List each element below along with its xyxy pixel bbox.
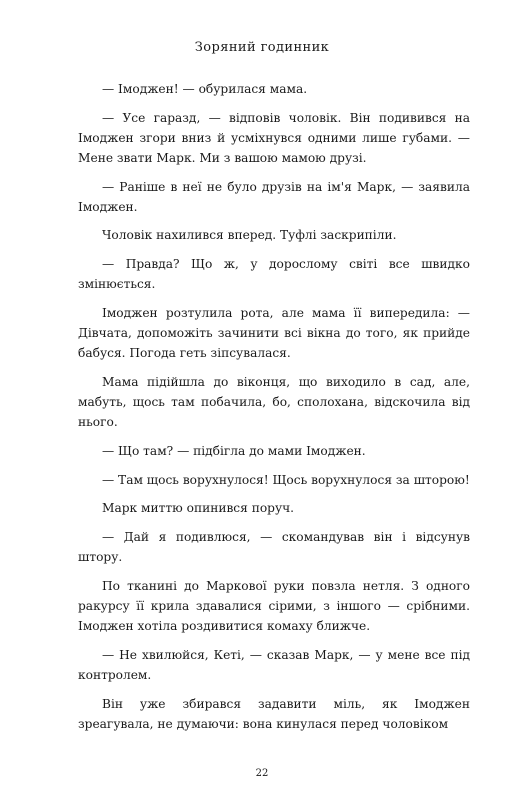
page-number: 22 — [255, 768, 269, 779]
paragraph: — Імоджен! — обурилася мама. — [102, 82, 308, 96]
paragraph: — Усе гаразд, — відповів чоловік. Він подивився на Імоджен згори вниз й усміхнувся одними лише губами. — Мене звати Марк. Ми з вашою мамою друзі. — [78, 110, 470, 165]
paragraph: Мама підійшла до віконця, що виходило в сад, але, мабуть, щось там побачила, бо, сполохана, відскочила від нього. — [78, 374, 470, 429]
paragraph: — Не хвилюйся, Кеті, — сказав Марк, — у мене все під контролем. — [78, 647, 470, 682]
running-head: Зоряний годинник — [194, 40, 330, 55]
paragraph: Чоловік нахилився вперед. Туфлі заскрипіли. — [102, 228, 397, 243]
paragraph: — Раніше в неї не було друзів на ім'я Марк, — заявила Імоджен. — [78, 179, 470, 214]
paragraph: Марк миттю опинився поруч. — [102, 501, 295, 516]
paragraph: По тканині до Маркової руки повзла нетля. З одного ракурсу її крила здавалися сірими, з іншого — срібними. Імоджен хотіла роздивитися комаху ближче. — [78, 579, 470, 633]
body-text — [78, 80, 470, 734]
paragraph: Імоджен розтулила рота, але мама її випередила: — Дівчата, допоможіть зачинити всі вікна до того, як прийде бабуся. Погода геть зіпсувалася. — [78, 306, 470, 360]
paragraph: — Дай я подивлюся, — скомандував він і відсунув штору. — [78, 530, 470, 565]
paragraph: — Що там? — підбігла до мами Імоджен. — [102, 443, 366, 458]
paragraph: Він уже збирався задавити міль, як Імоджен зреагувала, не думаючи: вона кинулася перед чоловіком — [78, 696, 470, 731]
paragraph: — Правда? Що ж, у дорослому світі все швидко змінюється. — [78, 257, 470, 292]
paragraph: — Там щось ворухнулося! Щось ворухнулося за шторою! — [102, 472, 470, 487]
